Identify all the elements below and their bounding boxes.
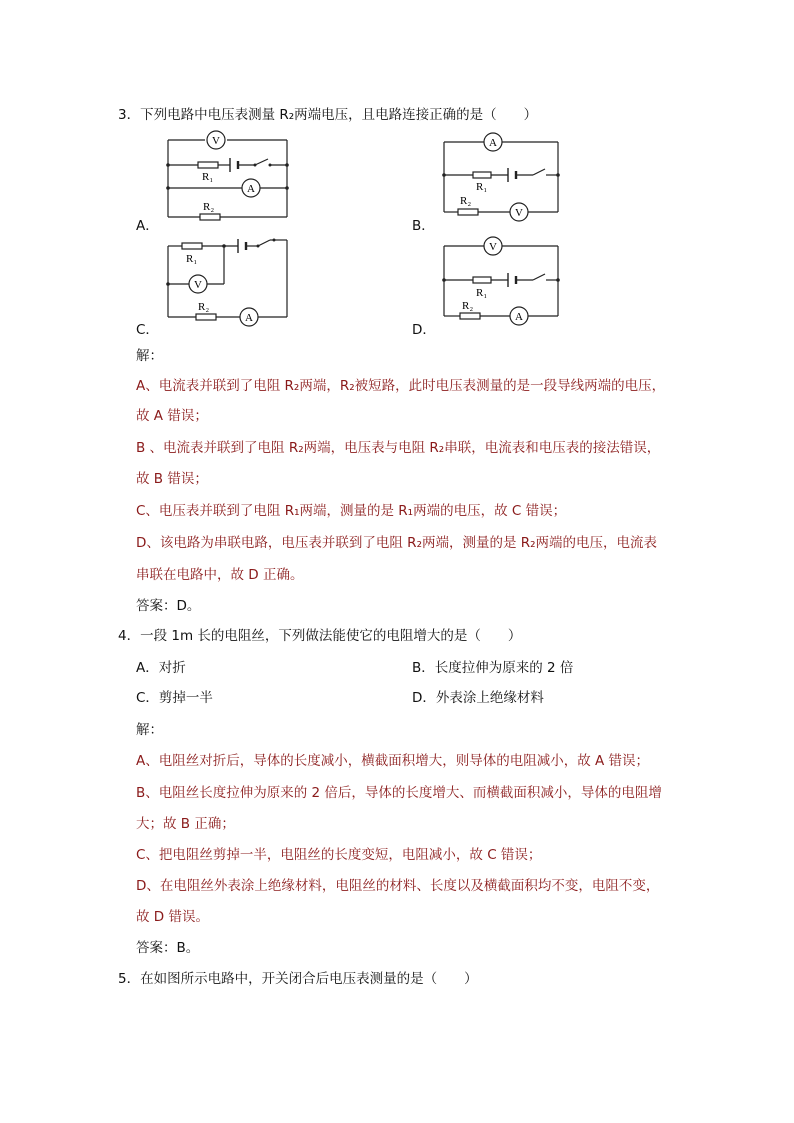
q3-exp-line: 故 A 错误； xyxy=(136,408,208,424)
q4-exp-line: D、在电阻丝外表涂上绝缘材料，电阻丝的材料、长度以及横截面积均不变，电阻不变， xyxy=(136,878,660,894)
q3-option-b-label: B． xyxy=(412,218,435,234)
q3-exp-line: 故 B 错误； xyxy=(136,471,208,487)
q3-circuit-c xyxy=(160,234,295,329)
r2-label: R₂ xyxy=(203,201,215,213)
ammeter-label: A xyxy=(515,311,523,323)
q4-stem: 4．一段 1m 长的电阻丝，下列做法能使它的电阻增大的是（ ） xyxy=(118,628,522,644)
voltmeter-label: V xyxy=(194,279,202,291)
q4-exp-line: A、电阻丝对折后，导体的长度减小，横截面积增大，则导体的电阻减小，故 A 错误； xyxy=(136,753,650,769)
q4-jie: 解： xyxy=(136,722,163,738)
r1-label: R₁ xyxy=(186,253,198,265)
q4-option-a: A．对折 xyxy=(136,660,186,676)
q3-exp-line: C、电压表并联到了电阻 R₁两端，测量的是 R₁两端的电压，故 C 错误； xyxy=(136,503,567,519)
voltmeter-label: V xyxy=(515,207,523,219)
q3-exp-line: A、电流表并联到了电阻 R₂两端，R₂被短路，此时电压表测量的是一段导线两端的电压， xyxy=(136,378,666,394)
q4-exp-line: 故 D 错误。 xyxy=(136,909,209,925)
q4-option-b: B．长度拉伸为原来的 2 倍 xyxy=(412,660,574,676)
r2-label: R₂ xyxy=(460,195,472,207)
q3-option-a-label: A． xyxy=(136,218,159,234)
r1-label: R₁ xyxy=(202,171,214,183)
q3-circuit-b xyxy=(436,132,566,217)
q3-exp-line: D、该电路为串联电路，电压表并联到了电阻 R₂两端，测量的是 R₂两端的电压，电流表 xyxy=(136,535,658,551)
q3-exp-line: 串联在电路中，故 D 正确。 xyxy=(136,567,304,583)
q4-exp-line: B、电阻丝长度拉伸为原来的 2 倍后，导体的长度增大、而横截面积减小，导体的电阻增 xyxy=(136,785,662,801)
q4-exp-line: 大；故 B 正确； xyxy=(136,816,235,832)
q4-answer: 答案：B。 xyxy=(136,940,200,956)
q3-exp-line: B 、电流表并联到了电阻 R₂两端，电压表与电阻 R₂串联，电流表和电压表的接法错误， xyxy=(136,440,661,456)
r2-label: R₂ xyxy=(198,301,210,313)
q3-jie: 解： xyxy=(136,348,163,364)
q4-option-c: C．剪掉一半 xyxy=(136,690,213,706)
r1-label: R₁ xyxy=(476,287,488,299)
q3-option-c-label: C． xyxy=(136,322,159,338)
q4-option-d: D．外表涂上绝缘材料 xyxy=(412,690,544,706)
q3-option-d-label: D． xyxy=(412,322,436,338)
ammeter-label: A xyxy=(489,137,497,149)
q3-circuit-d xyxy=(436,236,566,331)
r1-label: R₁ xyxy=(476,181,488,193)
q5-stem: 5．在如图所示电路中，开关闭合后电压表测量的是（ ） xyxy=(118,971,478,987)
ammeter-label: A xyxy=(245,312,253,324)
q3-stem: 3．下列电路中电压表测量 R₂两端电压，且电路连接正确的是（ ） xyxy=(118,107,538,123)
r2-label: R₂ xyxy=(462,300,474,312)
voltmeter-label: V xyxy=(212,135,220,147)
voltmeter-label: V xyxy=(489,241,497,253)
q3-answer: 答案：D。 xyxy=(136,598,201,614)
q4-exp-line: C、把电阻丝剪掉一半，电阻丝的长度变短，电阻减小，故 C 错误； xyxy=(136,847,542,863)
ammeter-label: A xyxy=(247,183,255,195)
q3-circuit-a xyxy=(160,128,295,223)
